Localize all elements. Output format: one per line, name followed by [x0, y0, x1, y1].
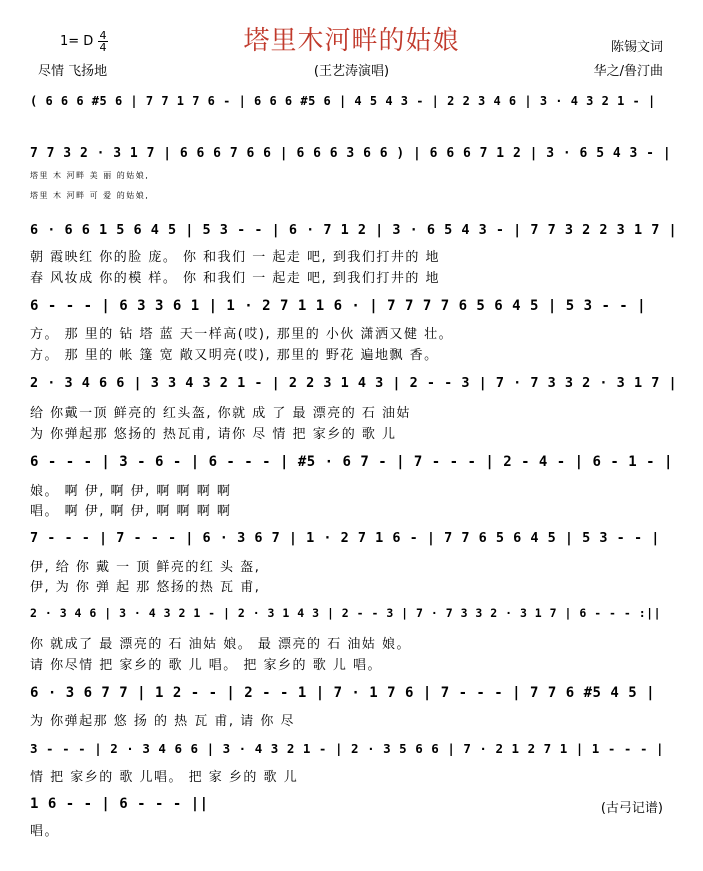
lyric-line-2a: 塔里 木 河畔 美 丽 的姑娘,	[30, 171, 150, 180]
lyric-line-4b: 方。 那 里的 帐 篷 宽 敞又明亮(哎), 那里的 野花 遍地飘 香。	[30, 348, 439, 363]
notation-line-3: 6 · 6 6 1 5 6 4 5 | 5 3 - - | 6 · 7 1 2 | 3 · 6 5 4 3 - | 7 7 3 2 2 3 1 7 |	[30, 222, 678, 238]
lyric-line-5b: 为 你弹起那 悠扬的 热瓦甫, 请你 尽 情 把 家乡的 歌 儿	[30, 427, 397, 442]
notation-line-8: 2 · 3 4 6 | 3 · 4 3 2 1 - | 2 · 3 1 4 3 | 2 - - 3 | 7 · 7 3 3 2 · 3 1 7 | 6 - - - :||	[30, 606, 678, 620]
time-signature-top: 4	[99, 29, 107, 42]
notation-line-4: 6 - - - | 6 3 3 6 1 | 1 · 2 7 1 1 6 · | 7 7 7 7 6 5 6 4 5 | 5 3 - - |	[30, 298, 678, 314]
key-signature: 1= D	[60, 34, 94, 49]
song-title: 塔里木河畔的姑娘	[243, 26, 460, 56]
lyric-line-8b: 请 你尽情 把 家乡的 歌 儿 唱。 把 家乡的 歌 儿 唱。	[30, 658, 382, 673]
lyric-line-3a: 朝 霞映红 你的脸 庞。 你 和我们 一 起走 吧, 到我们打井的 地	[30, 250, 440, 265]
lyric-line-7a: 伊, 给 你 戴 一 顶 鲜亮的红 头 盔,	[30, 560, 261, 575]
time-signature	[98, 30, 108, 53]
lyric-line-5a: 给 你戴一顶 鲜亮的 红头盔, 你就 成 了 最 漂亮的 石 油姑	[30, 406, 411, 421]
lyric-line-6b: 唱。 啊 伊, 啊 伊, 啊 啊 啊 啊	[30, 504, 232, 519]
lyricist-credit: 陈锡文词	[610, 40, 663, 55]
lyric-line-10: 情 把 家乡的 歌 儿唱。 把 家 乡的 歌 儿	[30, 770, 299, 785]
notation-line-10: 3 - - - | 2 · 3 4 6 6 | 3 · 4 3 2 1 - | 2 · 3 5 6 6 | 7 · 2 1 2 7 1 | 1 - - - |	[30, 741, 678, 756]
notation-line-2: 7 7 3 2 · 3 1 7 | 6 6 6 7 6 6 | 6 6 6 3 6 6 ) | 6 6 6 7 1 2 | 3 · 6 5 4 3 - |	[30, 146, 678, 161]
lyric-line-3b: 春 风妆成 你的模 样。 你 和我们 一 起走 吧, 到我们打井的 地	[30, 271, 440, 286]
time-signature-bottom: 4	[99, 41, 107, 54]
lyric-line-6a: 娘。 啊 伊, 啊 伊, 啊 啊 啊 啊	[30, 484, 232, 499]
lyric-line-9: 为 你弹起那 悠 扬 的 热 瓦 甫, 请 你 尽	[30, 714, 295, 729]
lyric-line-8a: 你 就成了 最 漂亮的 石 油姑 娘。 最 漂亮的 石 油姑 娘。	[30, 637, 411, 652]
lyric-line-4a: 方。 那 里的 钻 塔 蓝 天一样高(哎), 那里的 小伙 潇洒又健 壮。	[30, 327, 454, 342]
lyric-line-7b: 伊, 为 你 弹 起 那 悠扬的热 瓦 甫,	[30, 580, 261, 595]
lyric-line-2b: 塔里 木 河畔 可 爱 的姑娘,	[30, 191, 150, 200]
tempo-marking: 尽情 飞扬地	[38, 64, 108, 79]
performer-credit: (王艺涛演唱)	[313, 64, 390, 79]
notation-line-1: ( 6 6 6 #5 6 | 7 7 1 7 6 - | 6 6 6 #5 6 | 4 5 4 3 - | 2 2 3 4 6 | 3 · 4 3 2 1 - |	[30, 94, 678, 108]
transcriber-credit: (古弓记谱)	[600, 801, 663, 816]
notation-line-6: 6 - - - | 3 - 6 - | 6 - - - | #5 · 6 7 - | 7 - - - | 2 - 4 - | 6 - 1 - |	[30, 454, 678, 470]
notation-line-5: 2 · 3 4 6 6 | 3 3 4 3 2 1 - | 2 2 3 1 4 3 | 2 - - 3 | 7 · 7 3 3 2 · 3 1 7 |	[30, 375, 678, 391]
lyric-line-11: 唱。	[30, 824, 60, 839]
composer-credit: 华之/鲁汀曲	[593, 64, 663, 79]
notation-line-9: 6 · 3 6 7 7 | 1 2 - - | 2 - - 1 | 7 · 1 7 6 | 7 - - - | 7 7 6 #5 4 5 |	[30, 685, 678, 701]
notation-line-11: 1 6 - - | 6 - - - ||	[30, 796, 678, 812]
notation-line-7: 7 - - - | 7 - - - | 6 · 3 6 7 | 1 · 2 7 1 6 - | 7 7 6 5 6 4 5 | 5 3 - - |	[30, 530, 678, 546]
